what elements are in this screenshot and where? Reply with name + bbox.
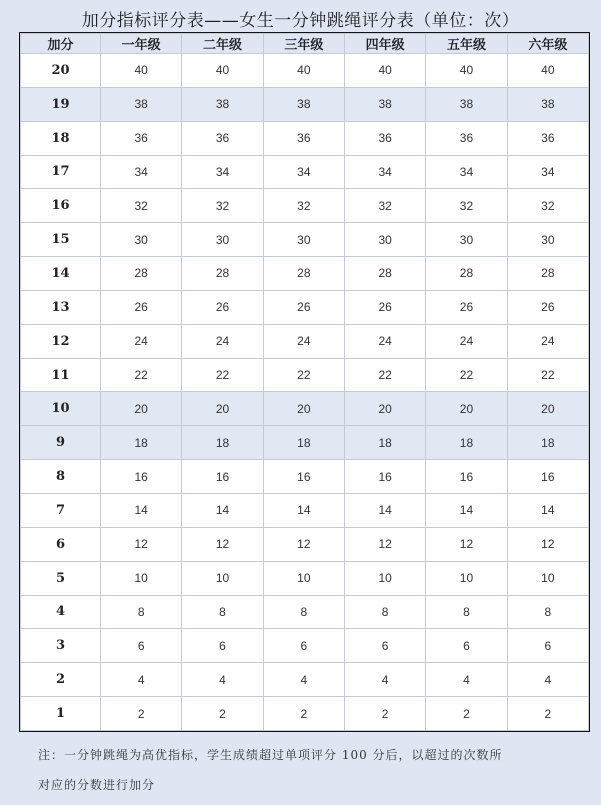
footnote-line-2: 对应的分数进行加分 [38, 778, 156, 792]
count-cell-grade-4: 38 [344, 87, 425, 121]
count-cell-grade-2: 32 [182, 189, 263, 223]
header-bonus: 加分 [21, 34, 101, 54]
count-cell-grade-6: 20 [507, 392, 588, 426]
bonus-score-cell: 9 [21, 426, 101, 460]
count-cell-grade-5: 40 [426, 54, 507, 88]
bonus-score-cell: 18 [21, 121, 101, 155]
count-cell-grade-3: 24 [263, 324, 344, 358]
count-cell-grade-5: 26 [426, 290, 507, 324]
bonus-score-cell: 13 [21, 290, 101, 324]
bonus-score-cell: 20 [21, 54, 101, 88]
bonus-score-cell: 5 [21, 561, 101, 595]
count-cell-grade-3: 10 [263, 561, 344, 595]
count-cell-grade-3: 26 [263, 290, 344, 324]
count-cell-grade-4: 36 [344, 121, 425, 155]
score-table [20, 33, 589, 731]
count-cell-grade-5: 30 [426, 223, 507, 257]
count-cell-grade-6: 8 [507, 595, 588, 629]
count-cell-grade-3: 28 [263, 257, 344, 291]
count-cell-grade-3: 40 [263, 54, 344, 88]
bonus-score-cell: 8 [21, 460, 101, 494]
table-row [21, 663, 589, 697]
count-cell-grade-3: 16 [263, 460, 344, 494]
count-cell-grade-5: 18 [426, 426, 507, 460]
header-row [21, 34, 589, 54]
count-cell-grade-3: 6 [263, 629, 344, 663]
count-cell-grade-1: 6 [101, 629, 182, 663]
count-cell-grade-6: 14 [507, 493, 588, 527]
count-cell-grade-6: 16 [507, 460, 588, 494]
count-cell-grade-4: 34 [344, 155, 425, 189]
count-cell-grade-3: 4 [263, 663, 344, 697]
table-row [21, 561, 589, 595]
table-row [21, 87, 589, 121]
header-grade-5: 五年级 [426, 34, 507, 54]
count-cell-grade-3: 36 [263, 121, 344, 155]
table-row [21, 121, 589, 155]
count-cell-grade-5: 8 [426, 595, 507, 629]
table-row [21, 697, 589, 731]
count-cell-grade-1: 36 [101, 121, 182, 155]
bonus-score-cell: 19 [21, 87, 101, 121]
count-cell-grade-5: 22 [426, 358, 507, 392]
bonus-score-cell: 14 [21, 257, 101, 291]
count-cell-grade-1: 20 [101, 392, 182, 426]
count-cell-grade-5: 36 [426, 121, 507, 155]
header-grade-4: 四年级 [344, 34, 425, 54]
table-row [21, 629, 589, 663]
count-cell-grade-2: 10 [182, 561, 263, 595]
bonus-score-cell: 15 [21, 223, 101, 257]
count-cell-grade-6: 10 [507, 561, 588, 595]
footnote [38, 740, 578, 800]
count-cell-grade-2: 40 [182, 54, 263, 88]
table-row [21, 493, 589, 527]
count-cell-grade-3: 18 [263, 426, 344, 460]
bonus-score-cell: 2 [21, 663, 101, 697]
count-cell-grade-5: 4 [426, 663, 507, 697]
count-cell-grade-2: 12 [182, 527, 263, 561]
count-cell-grade-1: 28 [101, 257, 182, 291]
count-cell-grade-2: 22 [182, 358, 263, 392]
footnote-line-1: 注：一分钟跳绳为高优指标，学生成绩超过单项评分 100 分后，以超过的次数所 [38, 748, 503, 762]
bonus-score-cell: 11 [21, 358, 101, 392]
table-row [21, 527, 589, 561]
count-cell-grade-4: 18 [344, 426, 425, 460]
count-cell-grade-3: 34 [263, 155, 344, 189]
count-cell-grade-3: 8 [263, 595, 344, 629]
count-cell-grade-6: 38 [507, 87, 588, 121]
count-cell-grade-4: 32 [344, 189, 425, 223]
table-row [21, 257, 589, 291]
bonus-score-cell: 17 [21, 155, 101, 189]
bonus-score-cell: 16 [21, 189, 101, 223]
count-cell-grade-4: 4 [344, 663, 425, 697]
count-cell-grade-4: 6 [344, 629, 425, 663]
count-cell-grade-6: 26 [507, 290, 588, 324]
count-cell-grade-6: 30 [507, 223, 588, 257]
bonus-score-cell: 4 [21, 595, 101, 629]
count-cell-grade-4: 20 [344, 392, 425, 426]
count-cell-grade-1: 14 [101, 493, 182, 527]
count-cell-grade-4: 24 [344, 324, 425, 358]
table-row [21, 358, 589, 392]
count-cell-grade-3: 12 [263, 527, 344, 561]
count-cell-grade-4: 40 [344, 54, 425, 88]
count-cell-grade-6: 4 [507, 663, 588, 697]
count-cell-grade-6: 32 [507, 189, 588, 223]
count-cell-grade-3: 14 [263, 493, 344, 527]
count-cell-grade-5: 20 [426, 392, 507, 426]
count-cell-grade-2: 14 [182, 493, 263, 527]
count-cell-grade-2: 38 [182, 87, 263, 121]
count-cell-grade-1: 40 [101, 54, 182, 88]
bonus-score-cell: 6 [21, 527, 101, 561]
count-cell-grade-2: 6 [182, 629, 263, 663]
count-cell-grade-6: 36 [507, 121, 588, 155]
count-cell-grade-2: 4 [182, 663, 263, 697]
count-cell-grade-2: 30 [182, 223, 263, 257]
count-cell-grade-1: 34 [101, 155, 182, 189]
table-row [21, 324, 589, 358]
count-cell-grade-1: 32 [101, 189, 182, 223]
count-cell-grade-5: 16 [426, 460, 507, 494]
count-cell-grade-2: 26 [182, 290, 263, 324]
count-cell-grade-4: 10 [344, 561, 425, 595]
count-cell-grade-5: 32 [426, 189, 507, 223]
header-grade-1: 一年级 [101, 34, 182, 54]
count-cell-grade-1: 38 [101, 87, 182, 121]
header-grade-3: 三年级 [263, 34, 344, 54]
count-cell-grade-3: 30 [263, 223, 344, 257]
table-row [21, 54, 589, 88]
score-table-container [19, 32, 590, 732]
count-cell-grade-6: 28 [507, 257, 588, 291]
count-cell-grade-5: 12 [426, 527, 507, 561]
count-cell-grade-5: 14 [426, 493, 507, 527]
count-cell-grade-1: 18 [101, 426, 182, 460]
count-cell-grade-1: 8 [101, 595, 182, 629]
count-cell-grade-6: 6 [507, 629, 588, 663]
count-cell-grade-6: 18 [507, 426, 588, 460]
count-cell-grade-1: 2 [101, 697, 182, 731]
count-cell-grade-2: 16 [182, 460, 263, 494]
count-cell-grade-5: 38 [426, 87, 507, 121]
table-row [21, 595, 589, 629]
count-cell-grade-5: 34 [426, 155, 507, 189]
table-row [21, 155, 589, 189]
count-cell-grade-4: 12 [344, 527, 425, 561]
count-cell-grade-2: 24 [182, 324, 263, 358]
count-cell-grade-4: 22 [344, 358, 425, 392]
page-title: 加分指标评分表——女生一分钟跳绳评分表（单位：次） [81, 11, 520, 31]
count-cell-grade-5: 2 [426, 697, 507, 731]
count-cell-grade-6: 2 [507, 697, 588, 731]
count-cell-grade-1: 26 [101, 290, 182, 324]
count-cell-grade-6: 40 [507, 54, 588, 88]
bonus-score-cell: 3 [21, 629, 101, 663]
count-cell-grade-3: 32 [263, 189, 344, 223]
table-row [21, 290, 589, 324]
table-row [21, 426, 589, 460]
count-cell-grade-4: 8 [344, 595, 425, 629]
table-header [21, 34, 589, 54]
count-cell-grade-1: 16 [101, 460, 182, 494]
count-cell-grade-5: 28 [426, 257, 507, 291]
table-row [21, 223, 589, 257]
bonus-score-cell: 10 [21, 392, 101, 426]
count-cell-grade-4: 2 [344, 697, 425, 731]
bonus-score-cell: 1 [21, 697, 101, 731]
count-cell-grade-1: 10 [101, 561, 182, 595]
header-grade-2: 二年级 [182, 34, 263, 54]
table-row [21, 392, 589, 426]
count-cell-grade-4: 26 [344, 290, 425, 324]
count-cell-grade-3: 20 [263, 392, 344, 426]
count-cell-grade-3: 22 [263, 358, 344, 392]
count-cell-grade-1: 30 [101, 223, 182, 257]
bonus-score-cell: 12 [21, 324, 101, 358]
count-cell-grade-3: 38 [263, 87, 344, 121]
count-cell-grade-2: 28 [182, 257, 263, 291]
count-cell-grade-6: 22 [507, 358, 588, 392]
count-cell-grade-2: 20 [182, 392, 263, 426]
count-cell-grade-1: 4 [101, 663, 182, 697]
count-cell-grade-1: 24 [101, 324, 182, 358]
count-cell-grade-4: 14 [344, 493, 425, 527]
table-row [21, 460, 589, 494]
count-cell-grade-5: 10 [426, 561, 507, 595]
count-cell-grade-2: 8 [182, 595, 263, 629]
count-cell-grade-3: 2 [263, 697, 344, 731]
bonus-score-cell: 7 [21, 493, 101, 527]
count-cell-grade-5: 6 [426, 629, 507, 663]
count-cell-grade-2: 36 [182, 121, 263, 155]
count-cell-grade-1: 22 [101, 358, 182, 392]
count-cell-grade-6: 12 [507, 527, 588, 561]
count-cell-grade-2: 34 [182, 155, 263, 189]
table-row [21, 189, 589, 223]
count-cell-grade-6: 34 [507, 155, 588, 189]
count-cell-grade-6: 24 [507, 324, 588, 358]
count-cell-grade-4: 30 [344, 223, 425, 257]
count-cell-grade-1: 12 [101, 527, 182, 561]
header-grade-6: 六年级 [507, 34, 588, 54]
count-cell-grade-5: 24 [426, 324, 507, 358]
table-body [21, 54, 589, 731]
count-cell-grade-4: 28 [344, 257, 425, 291]
count-cell-grade-4: 16 [344, 460, 425, 494]
count-cell-grade-2: 2 [182, 697, 263, 731]
count-cell-grade-2: 18 [182, 426, 263, 460]
